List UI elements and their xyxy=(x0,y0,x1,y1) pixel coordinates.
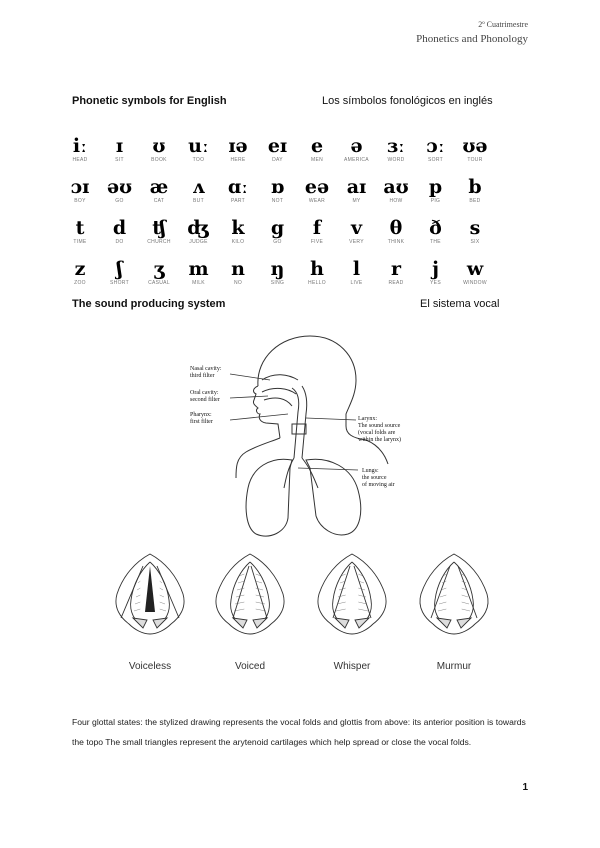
phonetic-symbol: ʧ xyxy=(152,217,166,239)
symbol-cell xyxy=(177,135,221,163)
glottis-drawing xyxy=(105,548,195,648)
phonetic-symbol: d xyxy=(112,217,127,239)
phonetic-symbol: ɜː xyxy=(387,135,405,157)
phonetic-symbol: ʊə xyxy=(462,135,488,157)
symbol-cell xyxy=(414,258,458,286)
phonetic-symbol: e xyxy=(310,135,324,157)
page-number: 1 xyxy=(522,782,528,793)
symbol-cell xyxy=(453,176,497,204)
example-word: SHORT xyxy=(110,280,129,286)
example-word: GO xyxy=(273,239,282,245)
symbol-cell xyxy=(216,258,260,286)
section-title-symbols-es: Los símbolos fonológicos en inglés xyxy=(322,95,493,107)
phonetic-symbol: ɔɪ xyxy=(70,176,90,198)
example-word: TOO xyxy=(192,157,205,163)
label-lungs: Lungs: the source of moving air xyxy=(362,468,395,488)
example-word: SIT xyxy=(115,157,124,163)
example-word: WORD xyxy=(387,157,405,163)
symbol-cell xyxy=(295,217,339,245)
example-word: WEAR xyxy=(308,198,326,204)
phonetic-symbol: ɒ xyxy=(270,176,285,198)
symbol-cell xyxy=(58,258,102,286)
symbol-cell xyxy=(58,176,102,204)
symbol-cell xyxy=(374,135,418,163)
phonetic-symbol: ɪə xyxy=(228,135,248,157)
glottis-drawing xyxy=(205,548,295,648)
symbol-cell xyxy=(177,258,221,286)
symbol-cell xyxy=(335,176,379,204)
phonetic-symbol: ʒ xyxy=(153,258,165,280)
section-title-system-en: The sound producing system xyxy=(72,298,226,310)
symbol-cell xyxy=(256,135,300,163)
symbol-cell xyxy=(137,135,181,163)
header-course: Phonetics and Phonology xyxy=(416,33,528,45)
example-word: VERY xyxy=(349,239,364,245)
symbol-cell xyxy=(216,176,260,204)
phonetic-symbol: ʊ xyxy=(152,135,166,157)
example-word: KILO xyxy=(231,239,245,245)
glottal-state-label: Whisper xyxy=(333,661,371,672)
example-word: TOUR xyxy=(467,157,483,163)
example-word: JUDGE xyxy=(189,239,208,245)
symbol-cell xyxy=(98,217,142,245)
phonetic-symbol: aʊ xyxy=(383,176,409,198)
figure-caption: Four glottal states: the stylized drawing represents the vocal folds and glottis from above: its anterior position is towards the topo The small triangles represent the arytenoid cartilages which help spread or close the vocal folds. xyxy=(72,717,526,747)
symbol-cell xyxy=(374,217,418,245)
symbol-cell xyxy=(453,258,497,286)
symbol-cell xyxy=(414,217,458,245)
symbol-cell xyxy=(256,217,300,245)
example-word: BUT xyxy=(193,198,204,204)
label-pharynx: Pharynx: first filter xyxy=(190,412,213,425)
phonetic-symbol: b xyxy=(468,176,482,198)
phonetic-symbol: aɪ xyxy=(346,176,367,198)
phonetic-symbol: ɪ xyxy=(115,135,124,157)
symbol-cell xyxy=(295,258,339,286)
symbol-cell xyxy=(256,176,300,204)
phonetic-symbol: æ xyxy=(149,176,169,198)
symbol-cell xyxy=(58,135,102,163)
example-word: SING xyxy=(270,280,285,286)
glottis-drawing xyxy=(409,548,499,648)
example-word: CHURCH xyxy=(147,239,171,245)
vocal-tract-diagram xyxy=(170,328,450,548)
phonetic-symbol: f xyxy=(312,217,322,239)
symbol-cell xyxy=(335,217,379,245)
phonetic-symbol: t xyxy=(75,217,85,239)
example-word: BOY xyxy=(74,198,86,204)
symbol-cell xyxy=(295,135,339,163)
symbol-cell xyxy=(414,176,458,204)
example-word: PART xyxy=(230,198,246,204)
phonetic-symbol: g xyxy=(270,217,285,239)
example-word: LIVE xyxy=(350,280,363,286)
example-word: MEN xyxy=(310,157,323,163)
phonetic-symbol: ə xyxy=(350,135,363,157)
symbol-cell xyxy=(453,217,497,245)
example-word: TIME xyxy=(73,239,87,245)
section-title-system-es: El sistema vocal xyxy=(420,298,500,310)
phonetic-symbol: k xyxy=(231,217,245,239)
symbol-cell xyxy=(177,217,221,245)
symbol-cell xyxy=(58,217,102,245)
symbol-cell xyxy=(335,258,379,286)
label-nasal-cavity: Nasal cavity: third filter xyxy=(190,366,222,379)
symbol-cell xyxy=(98,176,142,204)
phonetic-symbol: ŋ xyxy=(270,258,285,280)
phonetic-symbol: z xyxy=(74,258,86,280)
example-word: SIX xyxy=(470,239,480,245)
label-larynx: Larynx: The sound source (vocal folds are within the larynx) xyxy=(358,416,401,443)
phonetic-symbol: ɑː xyxy=(227,176,249,198)
symbol-cell xyxy=(98,135,142,163)
example-word: BOOK xyxy=(151,157,167,163)
phonetic-symbol: eɪ xyxy=(267,135,288,157)
example-word: HOW xyxy=(389,198,403,204)
phonetic-symbol: p xyxy=(428,176,443,198)
symbol-cell xyxy=(374,176,418,204)
phonetic-symbol: n xyxy=(231,258,245,280)
phonetic-symbol: v xyxy=(350,217,363,239)
example-word: SORT xyxy=(428,157,443,163)
example-word: HEAD xyxy=(72,157,88,163)
header-semester: 2º Cuatrimestre xyxy=(478,20,528,29)
symbol-cell xyxy=(137,176,181,204)
symbol-cell xyxy=(256,258,300,286)
example-word: BED xyxy=(469,198,481,204)
phonetic-symbol: ʤ xyxy=(187,217,210,239)
phonetic-symbol: əʊ xyxy=(107,176,132,198)
symbol-cell xyxy=(177,176,221,204)
phonetic-symbol: θ xyxy=(389,217,403,239)
phonetic-symbol: uː xyxy=(188,135,209,157)
glottal-state-label: Murmur xyxy=(436,661,472,672)
example-word: ZOO xyxy=(74,280,86,286)
phonetic-symbol: ð xyxy=(429,217,442,239)
example-word: READ xyxy=(388,280,404,286)
phonetic-symbol: l xyxy=(352,258,361,280)
symbol-cell xyxy=(216,217,260,245)
example-word: MILK xyxy=(192,280,205,286)
example-word: AMERICA xyxy=(344,157,369,163)
phonetic-symbol: w xyxy=(466,258,484,280)
example-word: FIVE xyxy=(310,239,324,245)
label-oral-cavity: Oral cavity: second filter xyxy=(190,390,220,403)
section-title-symbols-en: Phonetic symbols for English xyxy=(72,95,227,107)
example-word: YES xyxy=(430,280,441,286)
phonetic-symbol: h xyxy=(310,258,324,280)
example-word: PIG xyxy=(430,198,441,204)
example-word: THINK xyxy=(387,239,405,245)
example-word: GO xyxy=(115,198,124,204)
glottis-drawing xyxy=(307,548,397,648)
example-word: CASUAL xyxy=(148,280,170,286)
example-word: NOT xyxy=(271,198,284,204)
symbol-cell xyxy=(414,135,458,163)
phonetic-symbol: j xyxy=(432,258,439,280)
example-word: THE xyxy=(430,239,441,245)
phonetic-symbol: s xyxy=(469,217,481,239)
example-word: HELLO xyxy=(308,280,326,286)
glottal-state-label: Voiced xyxy=(234,661,266,672)
phonetic-symbol: ʃ xyxy=(116,258,123,280)
phonetic-symbol: ʌ xyxy=(192,176,205,198)
glottal-state-label: Voiceless xyxy=(128,661,172,672)
example-word: HERE xyxy=(230,157,246,163)
phonetic-symbol: eə xyxy=(304,176,330,198)
symbol-cell xyxy=(374,258,418,286)
phonetic-symbol: m xyxy=(188,258,209,280)
phonetic-symbol: ɔː xyxy=(426,135,445,157)
symbol-cell xyxy=(137,217,181,245)
example-word: WINDOW xyxy=(463,280,487,286)
symbol-cell xyxy=(137,258,181,286)
example-word: DAY xyxy=(272,157,283,163)
phonetic-symbol: iː xyxy=(72,135,88,157)
symbol-cell xyxy=(98,258,142,286)
symbol-cell xyxy=(216,135,260,163)
example-word: NO xyxy=(233,280,243,286)
symbol-cell xyxy=(295,176,339,204)
symbol-cell xyxy=(335,135,379,163)
phonetic-symbol: r xyxy=(390,258,401,280)
symbol-cell xyxy=(453,135,497,163)
example-word: DO xyxy=(115,239,124,245)
example-word: CAT xyxy=(153,198,165,204)
example-word: MY xyxy=(352,198,361,204)
